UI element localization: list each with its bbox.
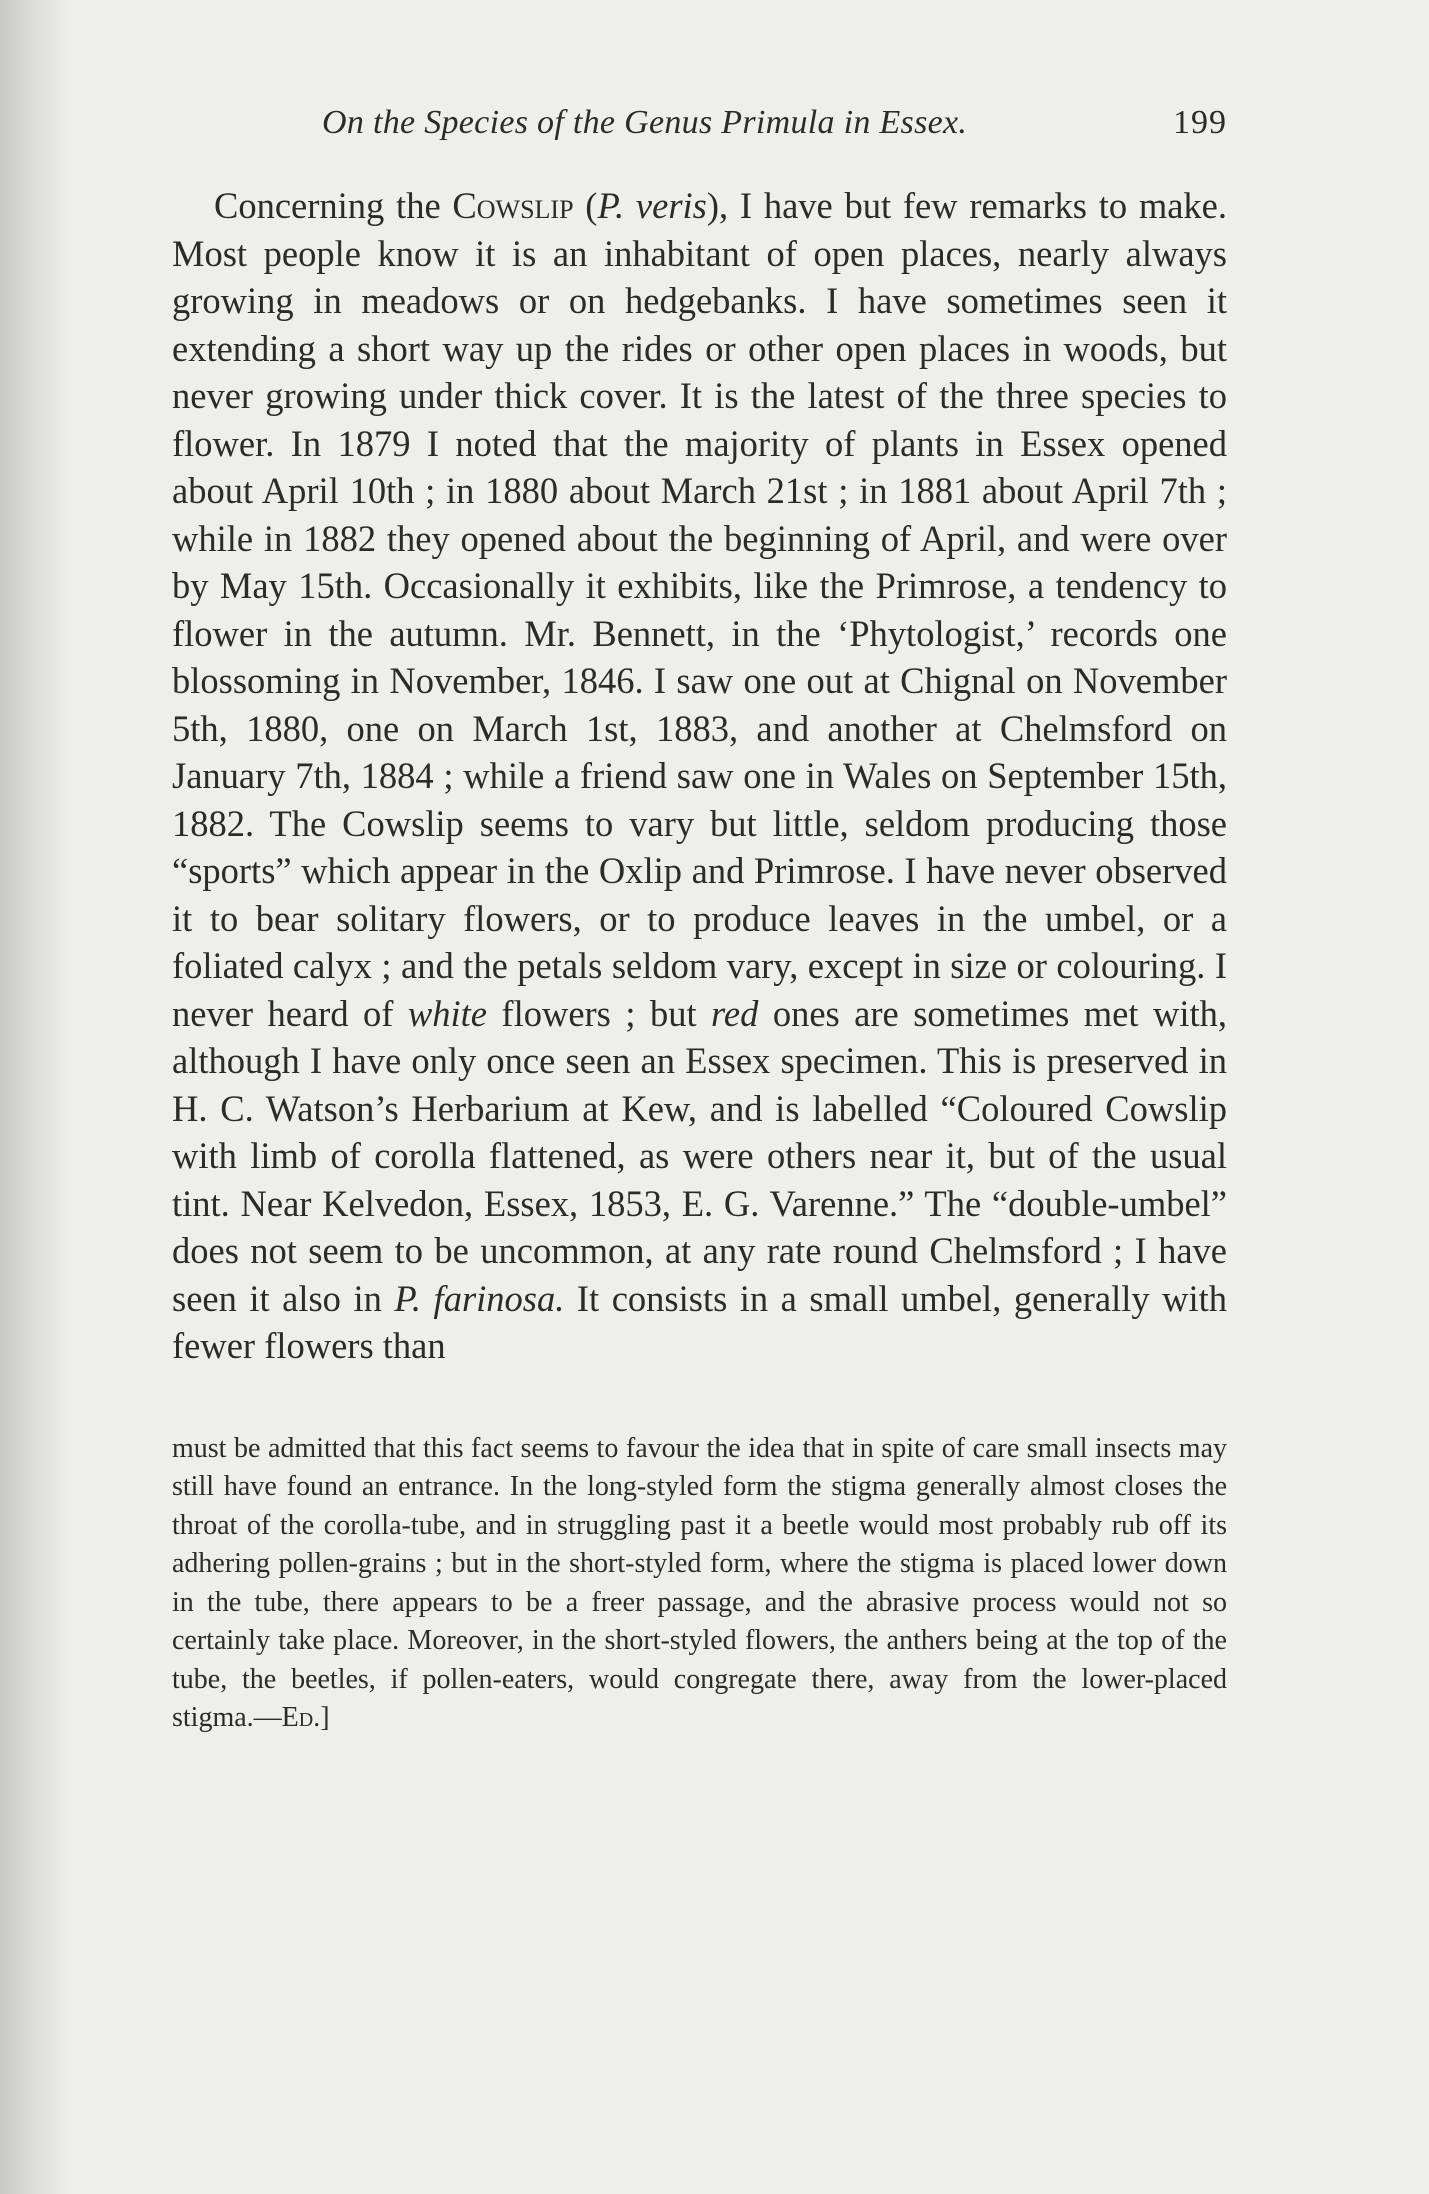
emphasis-white: white [407,992,487,1034]
footnote-close-bracket: ] [320,1702,330,1733]
footnote [172,1430,1227,1738]
text-run: flowers ; but [486,992,712,1034]
book-page [172,96,1227,1738]
emphasis-red: red [711,992,759,1034]
text-run: Concerning the [214,185,453,226]
text-run: ), I have but few remarks to make. Most people know it is an inhabitant of open places, nearly always growing in meadows or on hedgebanks. I have sometimes seen it extending a short way up the rides or other open places in woods, but never growing under thick cover. It is the latest of the three species to flower. In 1879 I noted that the majority of plants in Essex opened about April 10th ; in 1880 about March 21st ; in 1881 about April 7th ; while in 1882 they opened about the beginning of April, and were over by May 15th. Occasionally it exhibits, like the Primrose, a tendency to flower in the autumn. Mr. Bennett, in the ‘Phytologist,’ records one blossoming in November, 1846. I saw one out at Chignal on November 5th, 1880, one on March 1st, 1883, and another at Chelmsford on January 7th, 1884 ; while a friend saw one in Wales on September 15th, 1882. The Cowslip seems to vary but little, seldom producing those “sports” which appear in the Oxlip and Primrose. I have never observed it to bear solitary flowers, or to produce leaves in the umbel, or a foliated calyx ; and the petals seldom vary, except in size or colouring. I never heard of [172,185,1228,1034]
cowslip-small-caps: Cowslip [452,185,574,226]
text-run: ones are sometimes met with, although I have only once seen an Essex specimen. This is preserved in H. C. Watson’s Herbarium at Kew, and is labelled “Coloured Cowslip with limb of corolla flattened, as were others near it, but of the usual tint. Near Kelvedon, Essex, 1853, E. G. Varenne.” The “double-umbel” does not seem to be uncommon, at any rate round Chelmsford ; I have seen it also in [172,992,1227,1319]
page-number: 199 [1173,104,1227,141]
running-title: On the Species of the Genus Primula in Essex. [322,104,968,141]
editor-mark: Ed. [281,1702,321,1733]
page-gutter-shadow [0,0,70,2194]
species-name-p-farinosa: P. farinosa. [394,1277,565,1319]
footnote-text: must be admitted that this fact seems to favour the idea that in spite of care small insects may still have found an entrance. In the long-styled form the stigma generally almost closes the throat of the corolla-tube, and in struggling past it a beetle would most probably rub off its adhering pollen-grains ; but in the short-styled form, where the stigma is placed lower down in the tube, there appears to be a freer passage, and the abrasive process would not so certainly take place. Moreover, in the short-styled flowers, the anthers being at the top of the tube, the beetles, if pollen-eaters, would congregate there, away from the lower-placed stigma.— [172,1432,1227,1733]
running-head [172,96,1227,148]
text-run: ( [573,185,598,226]
species-name-p-veris: P. veris [597,185,707,226]
text-run: It consists in a small umbel, generally with fewer flowers than [172,1277,1228,1366]
body-paragraph [172,182,1227,1370]
